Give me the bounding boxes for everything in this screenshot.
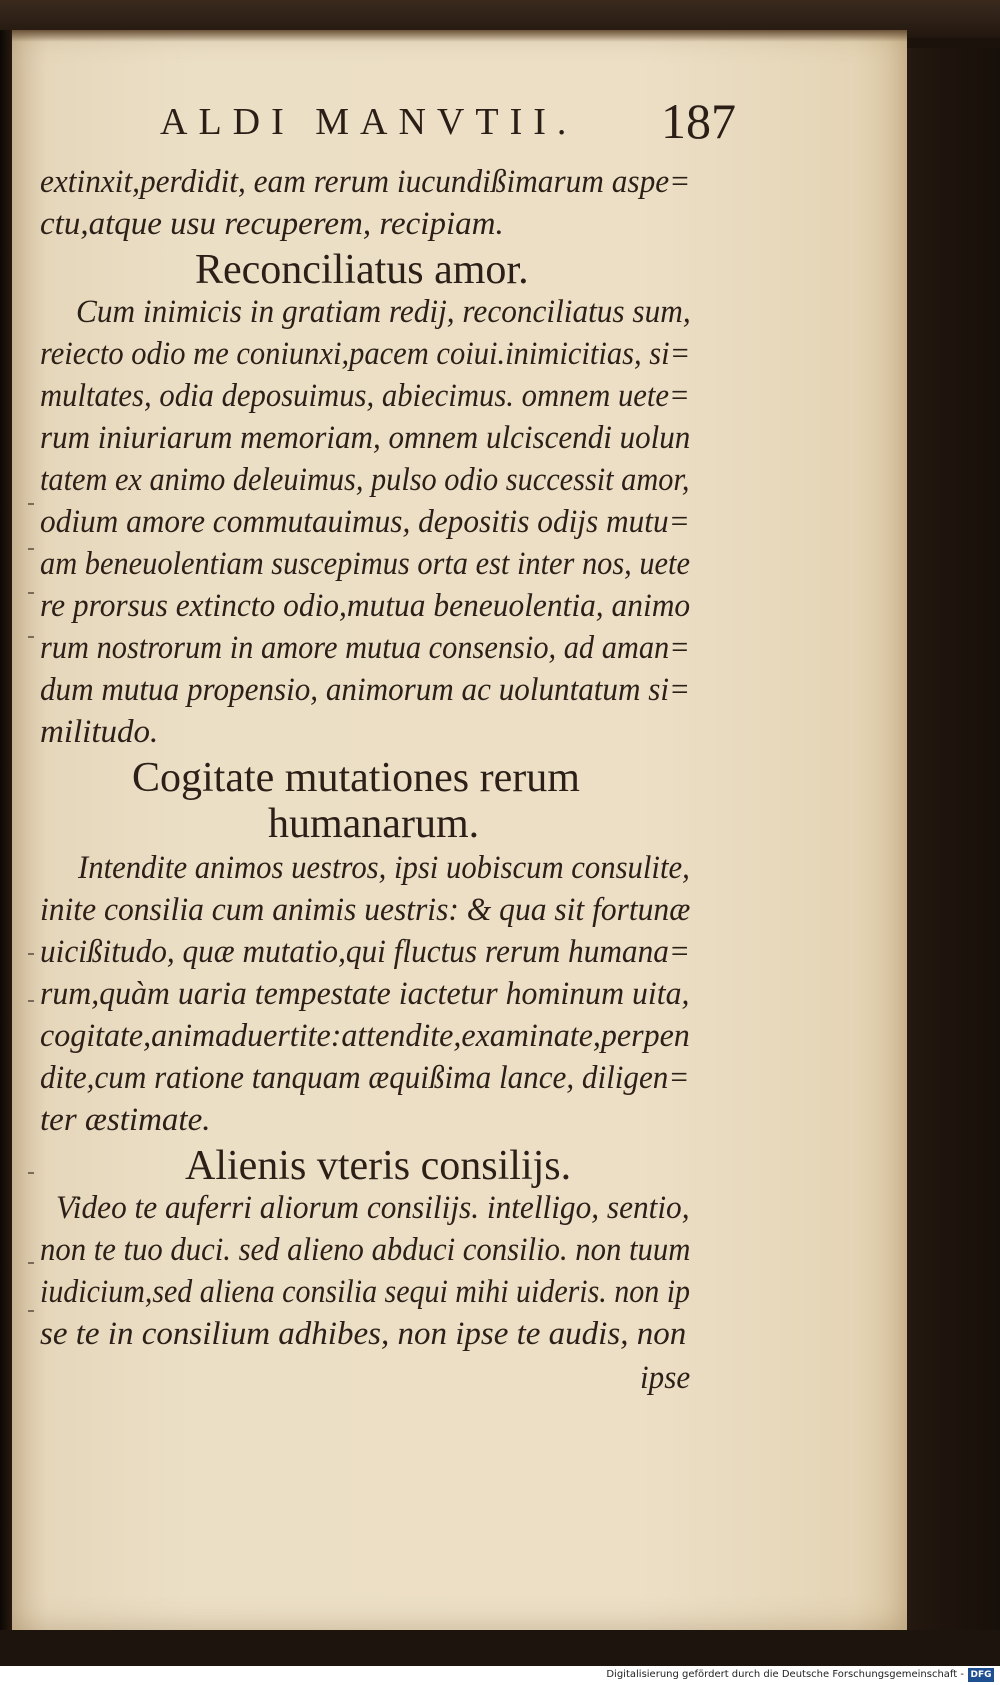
text-line: iudicium,sed aliena consilia sequi mihi uideris. non ip — [40, 1274, 691, 1310]
text-line: multates, odia deposuimus, abiecimus. omnem uete= — [40, 378, 690, 414]
section-heading: Alienis vteris consilijs. — [185, 1143, 572, 1189]
text-line: am beneuolentiam suscepimus orta est inter nos, uete — [40, 546, 690, 582]
text-line: cogitate,animaduertite:attendite,examinate,perpen — [40, 1018, 690, 1054]
text-line: dum mutua propensio, animorum ac uoluntatum si= — [40, 672, 691, 708]
funding-note: Digitalisierung gefördert durch die Deutsche Forschungsgemeinschaft - — [606, 1669, 964, 1680]
catchword: ipse — [640, 1360, 691, 1396]
margin-mark — [28, 636, 34, 638]
text-line: Intendite animos uestros, ipsi uobiscum consulite, — [78, 850, 690, 886]
section-heading: Cogitate mutationes rerum — [132, 755, 580, 801]
page-number: 187 — [661, 93, 736, 149]
margin-mark — [28, 503, 34, 505]
text-line: ter æstimate. — [40, 1102, 211, 1138]
text-line: non te tuo duci. sed alieno abduci consilio. non tuum — [40, 1232, 691, 1268]
text-line: dite,cum ratione tanquam æquißima lance, diligen= — [40, 1060, 690, 1096]
text-line: uicißitudo, quæ mutatio,qui fluctus rerum humana= — [40, 934, 690, 970]
running-title: ALDI MANVTII. — [160, 101, 578, 143]
text-line: ctu,atque usu recuperem, recipiam. — [40, 206, 504, 242]
dfg-logo-badge: DFG — [968, 1668, 994, 1682]
text-line: odium amore commutauimus, depositis odijs mutu= — [40, 504, 690, 540]
text-line: extinxit,perdidit, eam rerum iucundißimarum aspe= — [40, 164, 691, 200]
text-line: rum nostrorum in amore mutua consensio, ad aman= — [40, 630, 690, 666]
text-line: rum iniuriarum memoriam, omnem ulciscendi uolun — [40, 420, 691, 456]
margin-mark — [28, 1310, 34, 1312]
margin-mark — [28, 1172, 34, 1174]
digitization-footer — [0, 1666, 1000, 1685]
text-line: rum,quàm uaria tempestate iactetur hominum uita, — [40, 976, 690, 1012]
margin-mark — [28, 548, 34, 550]
text-line: militudo. — [40, 714, 159, 750]
text-line: Cum inimicis in gratiam redij, reconciliatus sum, — [76, 294, 691, 330]
text-line: tatem ex animo deleuimus, pulso odio successit amor, — [40, 462, 690, 498]
margin-mark — [28, 592, 34, 594]
scan-background-right — [907, 48, 1000, 1630]
margin-mark — [28, 1262, 34, 1264]
text-line: reiecto odio me coniunxi,pacem coiui.inimicitias, si= — [40, 336, 691, 372]
text-line: se te in consilium adhibes, non ipse te audis, non — [40, 1316, 687, 1352]
scan-background-bottom — [0, 1630, 1000, 1666]
section-heading: humanarum. — [268, 801, 480, 847]
text-line: inite consilia cum animis uestris: & qua sit fortunæ — [40, 892, 691, 928]
text-line: Video te auferri aliorum consilijs. intelligo, sentio, — [56, 1190, 690, 1226]
section-heading: Reconciliatus amor. — [195, 247, 529, 293]
text-line: re prorsus extincto odio,mutua beneuolentia, animo — [40, 588, 691, 624]
margin-mark — [28, 953, 34, 955]
margin-mark — [28, 1000, 34, 1002]
